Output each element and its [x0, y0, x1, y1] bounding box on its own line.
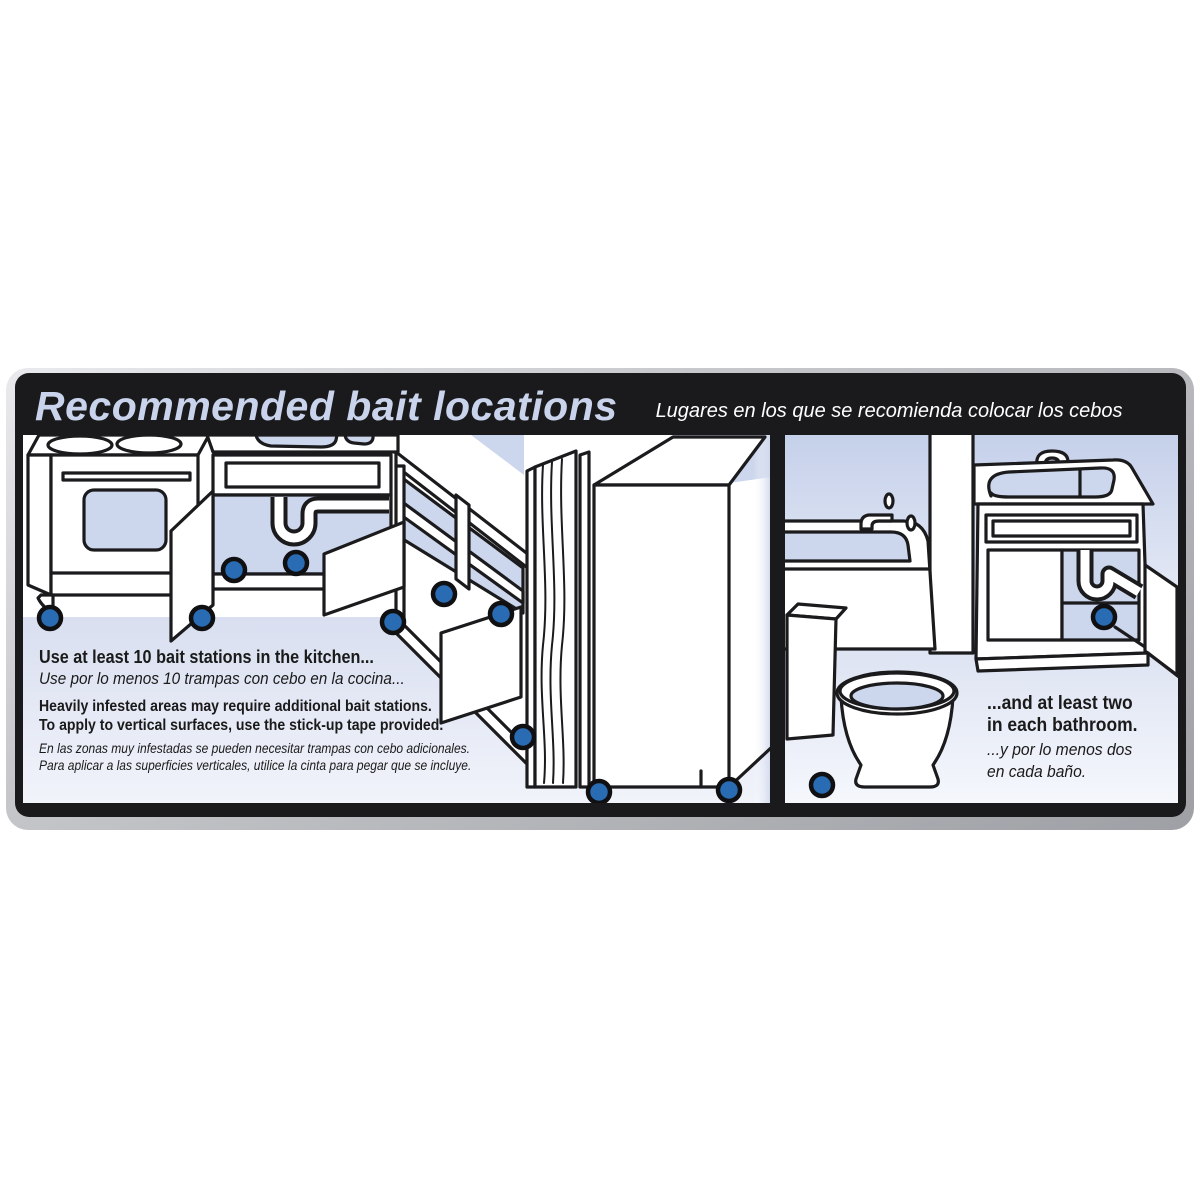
- wall-corner-shadow: [471, 435, 524, 475]
- plate-title: Recommended bait locations: [35, 383, 618, 429]
- bait-station-dot: [223, 559, 245, 581]
- kitchen-text-block: [39, 647, 542, 773]
- bathroom-panel: [785, 435, 1178, 803]
- bait-station-dot: [285, 552, 307, 574]
- bathroom-text-block: [987, 693, 1151, 782]
- vanity-door-closed: [988, 550, 1062, 640]
- bait-station-dot: [811, 774, 833, 796]
- cabinet-stile: [456, 495, 469, 589]
- bait-station-dot: [718, 779, 740, 801]
- bait-station-dot: [490, 603, 512, 625]
- label-plate-edge: [6, 368, 1194, 830]
- kitchen-body-en: Heavily infested areas may require additional bait stations.: [39, 698, 432, 716]
- bait-station-dot: [1093, 606, 1115, 628]
- fridge-door: [594, 485, 729, 787]
- bathroom-heading-es: ...y por lo menos dos: [987, 739, 1133, 759]
- bathroom-heading-es: en cada baño.: [987, 762, 1087, 782]
- kitchen-panel: [23, 435, 770, 803]
- bait-station-dot: [191, 607, 213, 629]
- kitchen-sink-basin: [256, 435, 337, 447]
- tub-interior: [785, 532, 910, 561]
- wall-divider: [930, 435, 973, 653]
- kitchen-body-es: En las zonas muy infestadas se pueden necesitar trampas con cebo adicionales.: [39, 740, 471, 756]
- toilet-tank: [787, 615, 836, 739]
- wall-edge-shade: [753, 435, 770, 803]
- kitchen-heading-en: Use at least 10 bait stations in the kitchen...: [39, 647, 374, 667]
- stove-burner: [48, 436, 112, 454]
- kitchen-body-en: To apply to vertical surfaces, use the stick-up tape provided.: [39, 717, 444, 735]
- stove-burner: [117, 435, 181, 453]
- label-plate: [15, 373, 1186, 817]
- cabinet-false-drawer: [226, 463, 379, 487]
- bait-station-dot: [588, 781, 610, 803]
- bathroom-heading-en: in each bathroom.: [987, 714, 1138, 736]
- panel-divider: [770, 435, 785, 803]
- illustration-panels: [23, 435, 1178, 803]
- kitchen-sink-basin: [345, 435, 373, 444]
- oven-handle: [63, 473, 190, 480]
- kitchen-body-es: Para aplicar a las superficies verticales, utilice la cinta para pegar que se incluye.: [39, 756, 472, 773]
- bathroom-heading-en: ...and at least two: [987, 693, 1133, 714]
- vanity-false-drawer: [993, 521, 1130, 536]
- sink-basin: [989, 468, 1114, 497]
- kitchen-heading-es: Use por lo menos 10 trampas con cebo en la cocina...: [39, 669, 405, 689]
- toilet-water: [851, 683, 943, 709]
- bait-station-dot: [382, 611, 404, 633]
- bait-station-dot: [39, 607, 61, 629]
- refrigerator: [527, 437, 765, 787]
- faucet-knob: [907, 516, 915, 530]
- faucet-knob: [885, 494, 893, 508]
- bait-station-dot: [433, 583, 455, 605]
- plate-subtitle: Lugares en los que se recomienda colocar los cebos: [655, 400, 1123, 422]
- oven-window: [84, 490, 166, 550]
- title-bar: [15, 373, 1186, 435]
- stove-side: [28, 455, 51, 595]
- fridge-door-gap: [580, 452, 589, 787]
